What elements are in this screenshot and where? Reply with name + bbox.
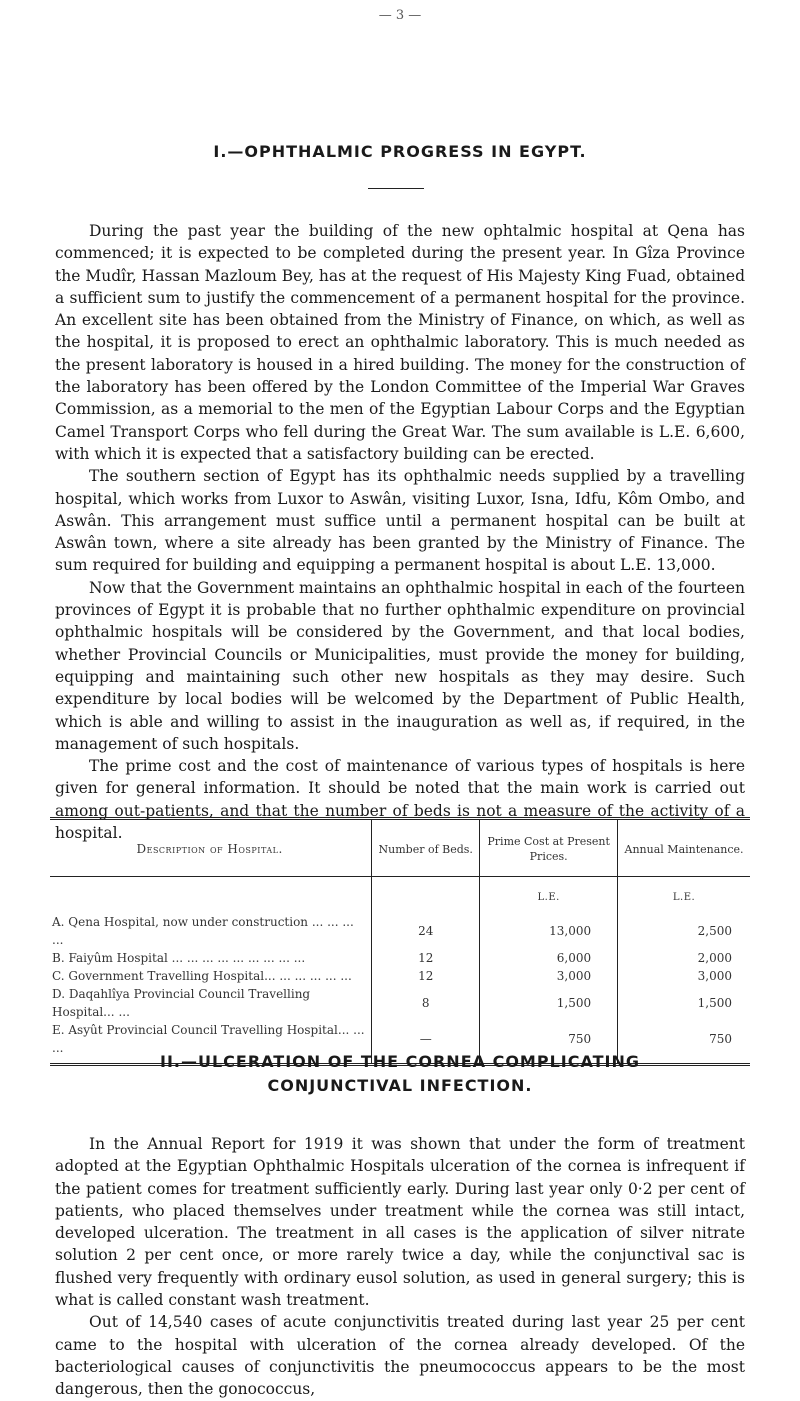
section-heading-ophthalmic-progress: I.—OPHTHALMIC PROGRESS IN EGYPT.	[213, 142, 587, 161]
table-row	[50, 985, 750, 1021]
heading-line: CONJUNCTIVAL INFECTION.	[267, 1076, 533, 1095]
paragraph: Out of 14,540 cases of acute conjunctivitis treated during last year 25 per cent came to the hospital with ulceration of the cornea already developed. Of the bacteriological causes of conjunctivitis the pneumococcus appears to be the most dangerous, then the gonococcus,	[55, 1313, 745, 1399]
cell-description: B. Faiyûm Hospital ... ... ... ... ... ... ... ... ...	[52, 951, 306, 965]
cell-maintenance: 1,500	[618, 985, 750, 1021]
header-description: Description of Hospital.	[50, 819, 372, 877]
cell-description: E. Asyût Provincial Council Travelling Hospital... ... ...	[52, 1023, 365, 1055]
cell-prime-cost: 750	[480, 1021, 618, 1065]
header-prime-cost: Prime Cost at Present Prices.	[480, 819, 618, 877]
cell-prime-cost: 6,000	[480, 949, 618, 967]
paragraph: In the Annual Report for 1919 it was shown that under the form of treatment adopted at the Egyptian Ophthalmic Hospitals ulceration of the cornea is infrequent if the patient comes for treatment sufficiently early. During last year only 0·2 per cent of patients, who placed themselves under treatment while the cornea was still intact, developed ulceration. The treatment in all cases is the application of silver nitrate solution 2 per cent once, or more rarely twice a day, while the conjunctival sac is flushed very frequently with ordinary eusol solution, as used in general surgery; this is what is called constant wash treatment.	[55, 1135, 745, 1310]
cell-beds: 12	[372, 949, 480, 967]
paragraph: The prime cost and the cost of maintenance of various types of hospitals is here given for general information. It should be noted that the main work is carried out among out-patients, and that the number of beds is not a measure of the activity of a hospital.	[55, 757, 745, 843]
section-2-body	[55, 1133, 745, 1401]
paragraph: Now that the Government maintains an ophthalmic hospital in each of the fourteen provinces of Egypt it is probable that no further ophthalmic expenditure on provincial ophthalmic hospitals will be considered by the Government, and that local bodies, whether Provincial Councils or Municipalities, must provide the money for building, equipping and maintaining such other new hospitals as they may desire. Such expenditure by local bodies will be welcomed by the Department of Public Health, which is able and willing to assist in the inauguration as well as, if required, in the management of such hospitals.	[55, 578, 745, 753]
unit-maintenance: L.E.	[618, 877, 750, 914]
table-row	[50, 913, 750, 949]
cell-maintenance: 750	[618, 1021, 750, 1065]
units-row	[50, 877, 750, 914]
section-1-body	[55, 220, 745, 844]
table-row	[50, 967, 750, 985]
hospital-cost-table-wrapper	[50, 817, 750, 1066]
cell-description: A. Qena Hospital, now under construction ... ... ... ...	[52, 915, 354, 947]
header-beds: Number of Beds.	[372, 819, 480, 877]
cell-maintenance: 3,000	[618, 967, 750, 985]
page-number: — 3 —	[378, 8, 422, 23]
table-row	[50, 949, 750, 967]
heading-line: II.—ULCERATION OF THE CORNEA COMPLICATING	[160, 1052, 640, 1071]
section-heading-ulceration	[0, 1050, 800, 1098]
header-maintenance: Annual Maintenance.	[618, 819, 750, 877]
cell-description: D. Daqahlîya Provincial Council Travelling Hospital... ...	[52, 987, 311, 1019]
cell-prime-cost: 1,500	[480, 985, 618, 1021]
hospital-cost-table	[50, 817, 750, 1066]
cell-prime-cost: 3,000	[480, 967, 618, 985]
cell-beds: 12	[372, 967, 480, 985]
cell-beds: —	[372, 1021, 480, 1065]
paragraph: The southern section of Egypt has its ophthalmic needs supplied by a travelling hospital, which works from Luxor to Aswân, visiting Luxor, Isna, Idfu, Kôm Ombo, and Aswân. This arrangement must suffice until a permanent hospital can be built at Aswân town, where a site already has been granted by the Ministry of Finance. The sum required for building and equipping a permanent hospital is about L.E. 13,000.	[55, 467, 745, 575]
cell-maintenance: 2,500	[618, 913, 750, 949]
cell-prime-cost: 13,000	[480, 913, 618, 949]
cell-maintenance: 2,000	[618, 949, 750, 967]
table-header-row	[50, 819, 750, 877]
heading-rule	[368, 188, 424, 189]
cell-beds: 8	[372, 985, 480, 1021]
cell-description: C. Government Travelling Hospital... ... ... ... ... ...	[52, 969, 352, 983]
unit-prime-cost: L.E.	[480, 877, 618, 914]
paragraph: During the past year the building of the new ophtalmic hospital at Qena has commenced; it is expected to be completed during the present year. In Gîza Province the Mudîr, Hassan Mazloum Bey, has at the request of His Majesty King Fuad, obtained a sufficient sum to justify the commencement of a permanent hospital for the province. An excellent site has been obtained from the Ministry of Finance, on which, as well as the hospital, it is proposed to erect an ophthalmic laboratory. This is much needed as the present laboratory is housed in a hired building. The money for the construction of the laboratory has been offered by the London Committee of the Imperial War Graves Commission, as a memorial to the men of the Egyptian Labour Corps and the Egyptian Camel Transport Corps who fell during the Great War. The sum available is L.E. 6,600, with which it is expected that a satisfactory building can be erected.	[55, 222, 745, 463]
cell-beds: 24	[372, 913, 480, 949]
